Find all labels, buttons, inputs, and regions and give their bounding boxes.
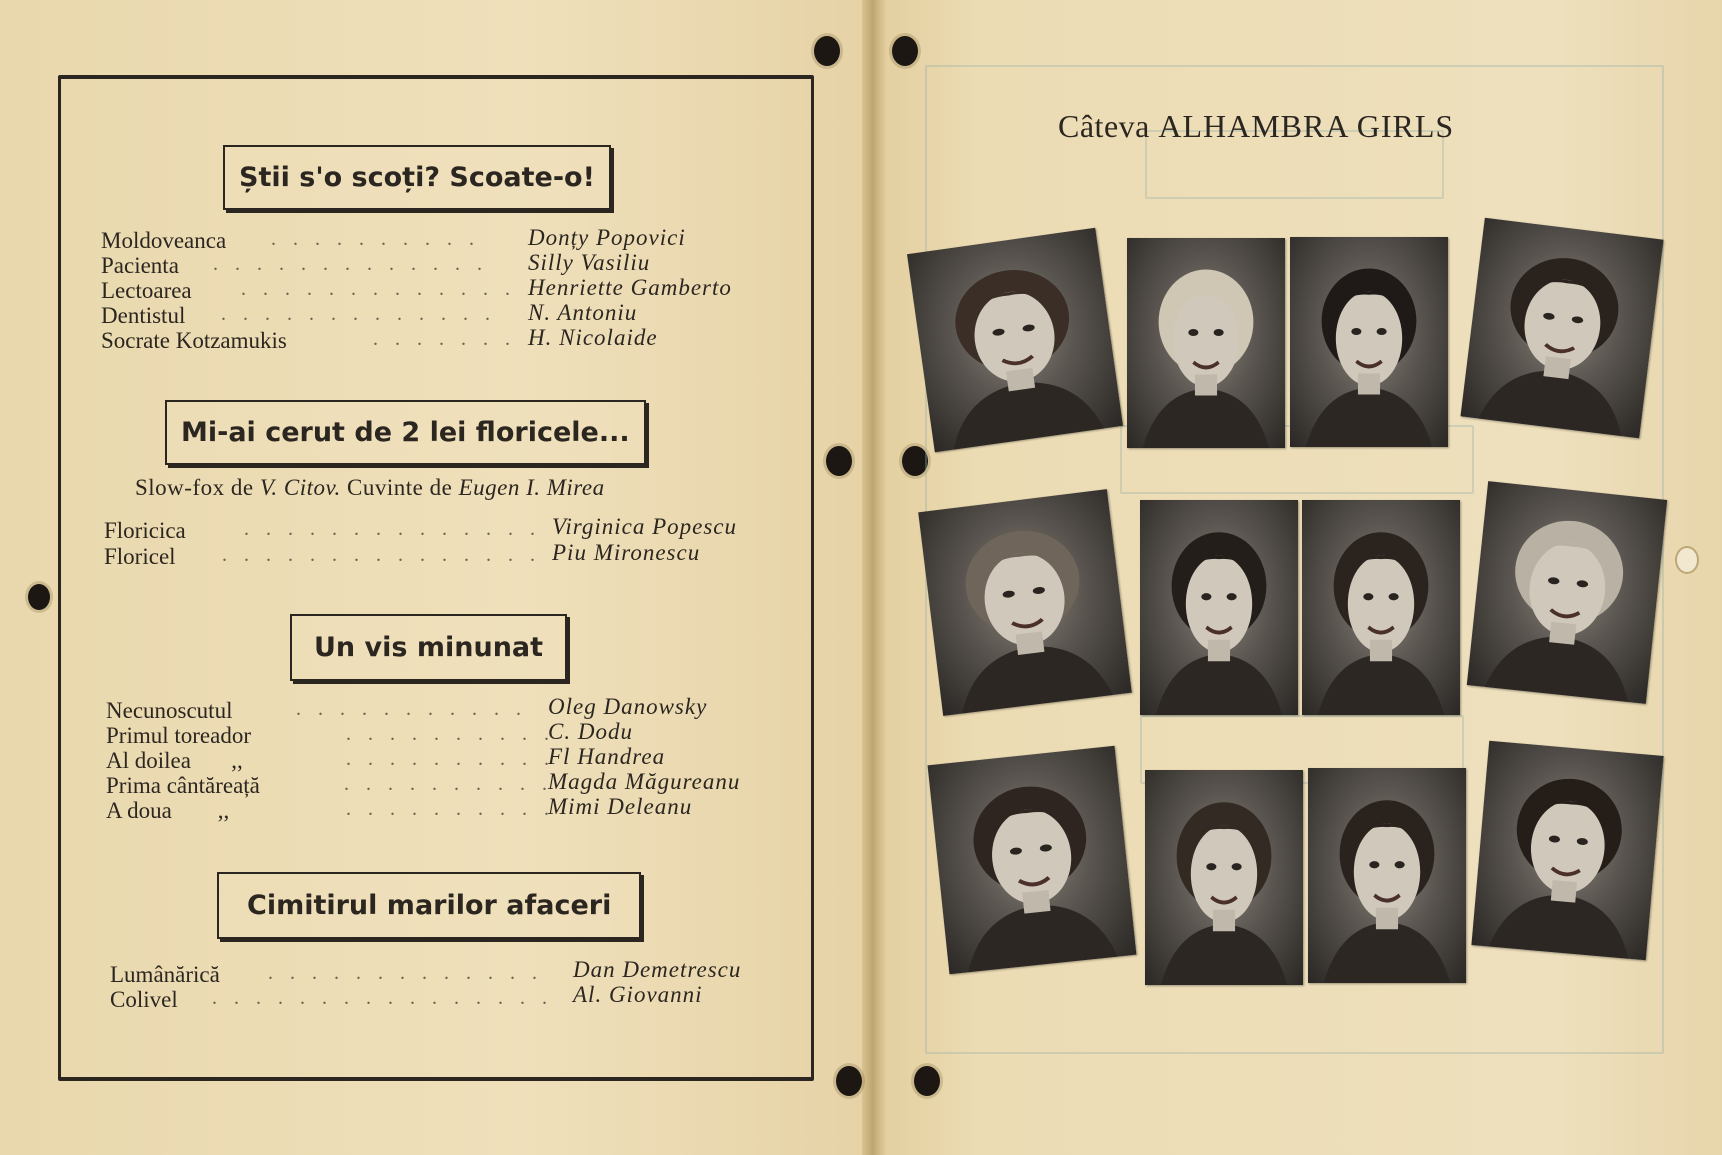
leader-dots: . . . . . . . . . . — [344, 773, 553, 795]
leader-dots: . . . . . . . . . . . . . . . . — [212, 987, 553, 1009]
punch-hole — [836, 1066, 862, 1096]
lyricist-name: Eugen I. Mirea — [458, 475, 605, 500]
leader-dots: . . . . . . . . . . . . . — [241, 278, 516, 300]
girl-portrait-photo — [1290, 237, 1448, 447]
actor-name: Piu Mironescu — [552, 540, 701, 565]
actor-name: Fl Handrea — [548, 744, 666, 769]
role-name: Necunoscutul — [106, 698, 233, 723]
girl-portrait-photo — [928, 746, 1137, 975]
section-title: Un vis minunat — [290, 614, 567, 681]
role-name: Pacienta — [101, 253, 179, 278]
leader-dots: . . . . . . . . . . . . . — [268, 962, 543, 984]
role-name: Floricica — [104, 518, 186, 543]
girl-portrait-photo — [1127, 238, 1285, 448]
leader-dots: . . . . . . . . . . — [346, 723, 555, 745]
leader-dots: . . . . . . . . . . — [271, 228, 480, 250]
actor-name: Henriette Gamberto — [528, 275, 732, 300]
role-name: Colivel — [110, 987, 178, 1012]
girl-portrait-photo — [1140, 500, 1298, 715]
role-name: Lumânărică — [110, 962, 220, 987]
section-title: Mi-ai cerut de 2 lei floricele... — [165, 400, 646, 465]
girl-portrait-photo — [1471, 741, 1663, 960]
leader-dots: . . . . . . . . . . — [346, 748, 555, 770]
leader-dots: . . . . . . . . . . . . . . — [244, 518, 541, 540]
actor-name: Oleg Danowsky — [548, 694, 708, 719]
section-title: Știi s'o scoți? Scoate-o! — [223, 145, 611, 210]
title-prefix: Câteva — [1058, 108, 1150, 144]
girl-portrait-photo — [907, 228, 1123, 452]
song-credits — [135, 475, 605, 501]
actor-name: Mimi Deleanu — [548, 794, 693, 819]
role-name: Prima cântăreață — [106, 773, 260, 798]
punch-hole — [1677, 548, 1697, 572]
girl-portrait-photo — [1467, 481, 1667, 704]
role-name: Floricel — [104, 544, 176, 569]
role-name: Socrate Kotzamukis — [101, 328, 287, 353]
actor-name: Magda Măgureanu — [548, 769, 741, 794]
girl-portrait-photo — [1308, 768, 1466, 983]
leader-dots: . . . . . . . . . . . . . — [221, 303, 496, 325]
leader-dots: . . . . . . . — [373, 328, 516, 350]
punch-hole — [28, 584, 50, 610]
leader-dots: . . . . . . . . . . — [346, 798, 555, 820]
girl-portrait-photo — [1145, 770, 1303, 985]
credits-middle: Cuvinte de — [347, 475, 453, 500]
actor-name: Virginica Popescu — [552, 514, 737, 539]
actor-name: Donțy Popovici — [528, 225, 686, 250]
actor-name: Silly Vasiliu — [528, 250, 651, 275]
role-name: Dentistul — [101, 303, 186, 328]
girl-portrait-photo — [918, 489, 1132, 716]
section-title: Cimitirul marilor afaceri — [217, 872, 641, 939]
actor-name: Dan Demetrescu — [573, 957, 742, 982]
title-main: ALHAMBRA GIRLS — [1158, 108, 1455, 144]
gallery-title — [1058, 108, 1454, 145]
leader-dots: . . . . . . . . . . . . . — [213, 253, 488, 275]
actor-name: N. Antoniu — [528, 300, 638, 325]
composer-name: V. Citov. — [259, 475, 341, 500]
book-spine — [862, 0, 886, 1155]
role-name: Primul toreador — [106, 723, 251, 748]
actor-name: C. Dodu — [548, 719, 633, 744]
leader-dots: . . . . . . . . . . . . . . . — [222, 544, 541, 566]
punch-hole — [826, 446, 852, 476]
girl-portrait-photo — [1302, 500, 1460, 715]
punch-hole — [814, 36, 840, 66]
actor-name: H. Nicolaide — [528, 325, 658, 350]
role-name: Lectoarea — [101, 278, 192, 303]
punch-hole — [892, 36, 918, 66]
actor-name: Al. Giovanni — [573, 982, 703, 1007]
credits-prefix: Slow-fox de — [135, 475, 254, 500]
punch-hole — [914, 1066, 940, 1096]
leader-dots: . . . . . . . . . . . — [296, 698, 527, 720]
role-name: Al doilea ,, — [106, 748, 243, 773]
role-name: Moldoveanca — [101, 228, 227, 253]
role-name: A doua ,, — [106, 798, 230, 823]
girl-portrait-photo — [1460, 218, 1663, 438]
